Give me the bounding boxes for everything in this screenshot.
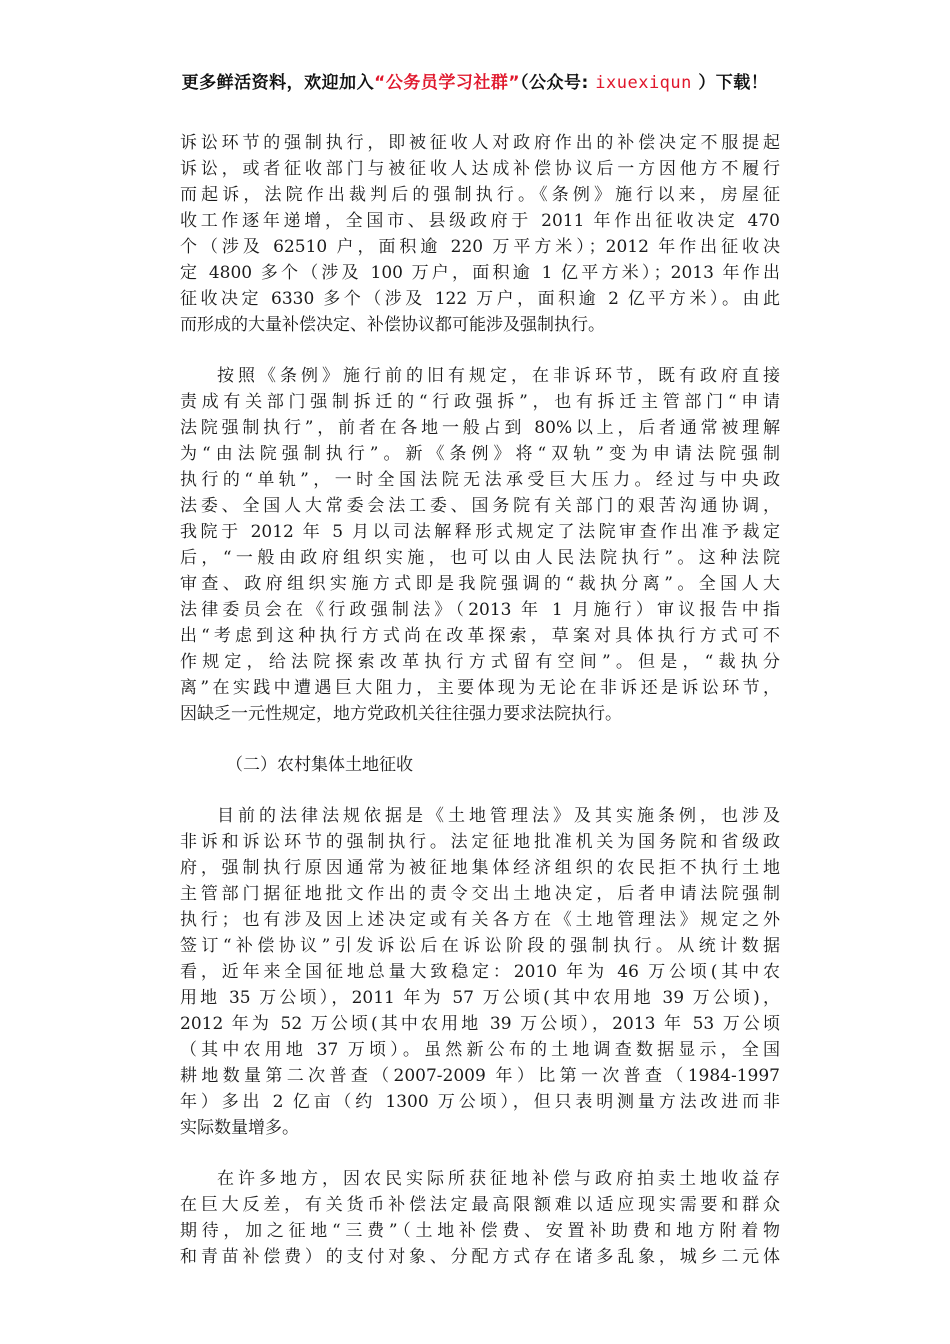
text-line: 诉讼环节的强制执行，即被征收人对政府作出的补偿决定不服提起 [180, 133, 780, 153]
text-line: 看，近年来全国征地总量大致稳定：2010 年为 46 万公顷(其中农 [180, 962, 780, 982]
text-line: 按照《条例》施行前的旧有规定，在非诉环节，既有政府直接 [217, 366, 780, 386]
text-line: 和青苗补偿费）的支付对象、分配方式存在诸多乱象，城乡二元体 [180, 1247, 780, 1267]
text-line: 目前的法律法规依据是《土地管理法》及其实施条例，也涉及 [217, 806, 780, 826]
banner-mid: （公众号: [520, 73, 589, 93]
text-line: 非诉和诉讼环节的强制执行。法定征地批准机关为国务院和省级政 [180, 832, 780, 852]
text-line: 2012 年为 52 万公顷(其中农用地 39 万公顷），2013 年 53 万公顷 [180, 1014, 780, 1034]
text-line: 期待，加之征地“三费”（土地补偿费、安置补助费和地方附着物 [180, 1221, 780, 1241]
text-line: （其中农用地 37 万顷）。虽然新公布的土地调查数据显示，全国 [180, 1040, 780, 1060]
text-line: 作规定，给法院探索改革执行方式留有空间”。但是，“裁执分 [180, 652, 780, 672]
text-line: 为“由法院强制执行”。新《条例》将“双轨”变为申请法院强制 [180, 444, 780, 464]
text-line: 年）多出 2 亿亩（约 1300 万公顷），但只表明测量方法改进而非 [180, 1092, 780, 1112]
text-line: 主管部门据征地批文作出的责令交出土地决定，后者申请法院强制 [180, 884, 780, 904]
text-line: 个（涉及 62510 户，面积逾 220 万平方米）；2012 年作出征收决 [180, 237, 780, 257]
text-line: 后，“一般由政府组织实施，也可以由人民法院执行”。这种法院 [180, 548, 780, 568]
document-body [180, 130, 780, 1295]
text-line: 诉讼，或者征收部门与被征收人达成补偿协议后一方因他方不履行 [180, 159, 780, 179]
text-line: 法律委员会在《行政强制法》（2013 年 1 月施行）审议报告中指 [180, 600, 780, 620]
text-line: 在巨大反差，有关货币补偿法定最高限额难以适应现实需要和群众 [180, 1195, 780, 1215]
text-line: 耕地数量第二次普查（2007-2009 年）比第一次普查（1984-1997 [180, 1066, 780, 1086]
banner-group-name: “公务员学习社群” [374, 73, 521, 93]
page-banner [0, 68, 950, 93]
text-line: 审查、政府组织实施方式即是我院强调的“裁执分离”。全国人大 [180, 574, 780, 594]
text-line: 收工作逐年递增，全国市、县级政府于 2011 年作出征收决定 470 [180, 211, 780, 231]
text-line: 出“考虑到这种执行方式尚在改革探索，草案对具体执行方式可不 [180, 626, 780, 646]
text-line: 离”在实践中遭遇巨大阻力，主要体现为无论在非诉还是诉讼环节， [180, 678, 780, 698]
paragraph [180, 363, 780, 727]
paragraph [180, 130, 780, 338]
text-line: 法院强制执行”，前者在各地一般占到 80%以上，后者通常被理解 [180, 418, 780, 438]
paragraph [180, 803, 780, 1141]
paragraph [180, 1166, 780, 1270]
text-line: 用地 35 万公顷），2011 年为 57 万公顷(其中农用地 39 万公顷)， [180, 988, 780, 1008]
section-heading: （二）农村集体土地征收 [226, 755, 413, 775]
text-line: 定 4800 多个（涉及 100 万户，面积逾 1 亿平方米）；2013 年作出 [180, 263, 780, 283]
text-line: 签订“补偿协议”引发诉讼后在诉讼阶段的强制执行。从统计数据 [180, 936, 780, 956]
text-line: 在许多地方，因农民实际所获征地补偿与政府拍卖土地收益存 [217, 1169, 780, 1189]
text-line: 府，强制执行原因通常为被征地集体经济组织的农民拒不执行土地 [180, 858, 780, 878]
text-line: 执行的“单轨”，一时全国法院无法承受巨大压力。经过与中央政 [180, 470, 780, 490]
text-line: 而起诉，法院作出裁判后的强制执行。《条例》施行以来，房屋征 [180, 185, 780, 205]
text-line: 执行；也有涉及因上述决定或有关各方在《土地管理法》规定之外 [180, 910, 780, 930]
banner-handle: ixuexiqun [595, 73, 692, 93]
text-line: 法委、全国人大常委会法工委、国务院有关部门的艰苦沟通协调， [180, 496, 780, 516]
text-line: 实际数量增多。 [180, 1118, 299, 1138]
text-line: 征收决定 6330 多个（涉及 122 万户，面积逾 2 亿平方米）。由此 [180, 289, 780, 309]
text-line: 因缺乏一元性规定，地方党政机关往往强力要求法院执行。 [180, 704, 622, 724]
banner-suffix: ）下载！ [698, 73, 769, 93]
text-line: 责成有关部门强制拆迁的“行政强拆”，也有拆迁主管部门“申请 [180, 392, 780, 412]
text-line: 我院于 2012 年 5 月以司法解释形式规定了法院审查作出准予裁定 [180, 522, 780, 542]
banner-prefix: 更多鲜活资料，欢迎加入 [181, 73, 375, 93]
text-line: 而形成的大量补偿决定、补偿协议都可能涉及强制执行。 [180, 315, 605, 335]
